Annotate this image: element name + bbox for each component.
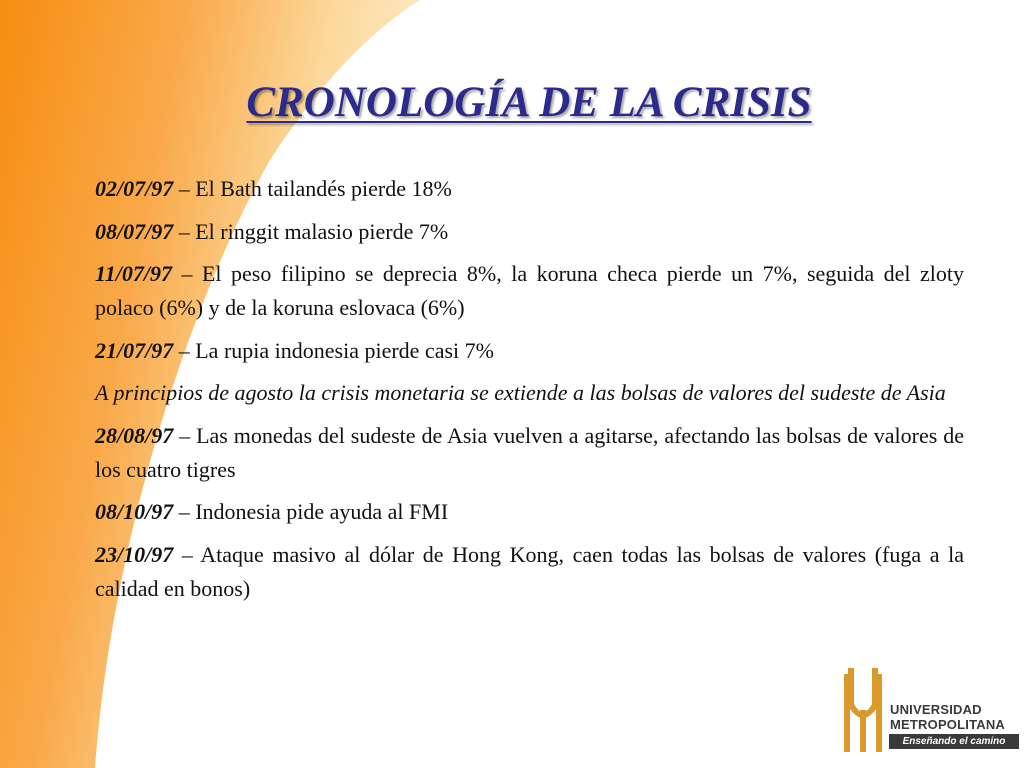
logo-tagline: Enseñando el camino bbox=[889, 734, 1019, 749]
entry-note: A principios de agosto la crisis monetaria se extiende a las bolsas de valores del sudeste de Asia bbox=[95, 380, 946, 405]
entry-date: 08/10/97 bbox=[95, 499, 174, 524]
entry-text: – El Bath tailandés pierde 18% bbox=[173, 176, 452, 201]
logo-metropolitana-text: METROPOLITANA bbox=[890, 717, 1006, 732]
timeline-entry bbox=[95, 257, 964, 325]
entry-text: – Ataque masivo al dólar de Hong Kong, caen todas las bolsas de valores (fuga a la calidad en bonos) bbox=[95, 541, 964, 601]
entry-date: 11/07/97 bbox=[95, 261, 173, 286]
entry-text: – El peso filipino se deprecia 8%, la koruna checa pierde un 7%, seguida del zloty polaco (6%) y de la koruna eslovaca (6%) bbox=[95, 261, 964, 320]
timeline-entry bbox=[95, 538, 964, 606]
university-emblem-icon bbox=[842, 664, 884, 756]
logo-university-text: UNIVERSIDAD bbox=[890, 702, 982, 717]
entry-date: 08/07/97 bbox=[95, 218, 174, 244]
entry-date: 02/07/97 bbox=[95, 176, 174, 201]
entry-text: – El ringgit malasio pierde 7% bbox=[173, 218, 449, 244]
timeline-entry bbox=[95, 172, 964, 206]
entry-date: 28/08/97 bbox=[95, 422, 174, 448]
entry-date: 23/10/97 bbox=[95, 541, 174, 567]
entry-text: – Indonesia pide ayuda al FMI bbox=[173, 499, 449, 524]
university-logo bbox=[842, 658, 1022, 758]
timeline-entry bbox=[95, 495, 964, 529]
timeline-entry bbox=[95, 419, 964, 487]
entry-text: – La rupia indonesia pierde casi 7% bbox=[173, 337, 494, 363]
timeline-list bbox=[95, 172, 964, 614]
entry-date: 21/07/97 bbox=[95, 337, 174, 363]
entry-text: – Las monedas del sudeste de Asia vuelven a agitarse, afectando las bolsas de valores de los cuatro tigres bbox=[95, 422, 964, 482]
timeline-entry bbox=[95, 215, 964, 249]
timeline-entry bbox=[95, 376, 964, 410]
timeline-entry bbox=[95, 334, 964, 368]
slide-title: CRONOLOGÍA DE LA CRISIS bbox=[246, 79, 812, 126]
